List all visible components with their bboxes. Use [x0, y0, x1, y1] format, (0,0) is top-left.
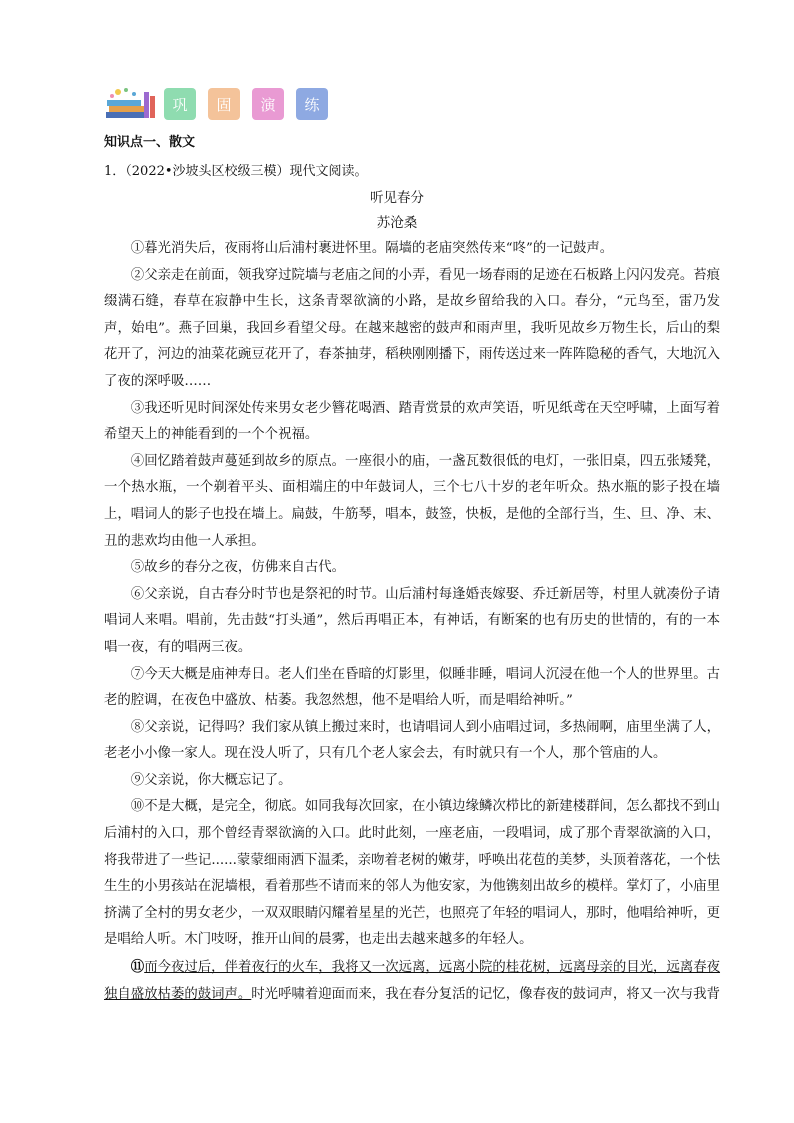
article-body [104, 236, 720, 1008]
banner-tile-4: 练 [296, 88, 328, 120]
paragraph-9: ⑨父亲说，你大概忘记了。 [130, 772, 292, 788]
paragraph-7: ⑦今天大概是庙神寿日。老人们坐在昏暗的灯影里，似睡非睡，唱词人沉浸在他一个人的世界里。古老的腔调，在夜色中盛放、枯萎。我忽然想，他不是唱给人听，而是唱给神听。” [104, 666, 720, 709]
practice-banner [104, 86, 340, 122]
banner-tile-2: 固 [208, 88, 240, 120]
paragraph-11-marker: ⑪ [130, 959, 145, 976]
section-heading: 知识点一、散文 [104, 135, 196, 150]
books-icon [104, 86, 158, 122]
paragraph-4: ④回忆踏着鼓声蔓延到故乡的原点。一座很小的庙，一盏瓦数很低的电灯，一张旧桌，四五张矮凳，一个热水瓶，一个剃着平头、面相端庄的中年鼓词人，三个七八十岁的老年听众。热水瓶的影子投在墙上，唱词人的影子也投在墙上。扁鼓，牛筋琴，唱本，鼓签，快板，是他的全部行当，生、旦、净、末、丑的悲欢均由他一人承担。 [104, 453, 720, 549]
paragraph-6: ⑥父亲说，自古春分时节也是祭祀的时节。山后浦村每逢婚丧嫁娶、乔迁新居等，村里人就凑份子请唱词人来唱。唱前，先击鼓“打头通”，然后再唱正本，有神话，有断案的也有历史的世情的，有的一本唱一夜，有的唱两三夜。 [104, 586, 720, 655]
paragraph-5: ⑤故乡的春分之夜，仿佛来自古代。 [130, 560, 346, 576]
banner-tile-3: 演 [252, 88, 284, 120]
underlined-sentence: 而今夜过后，伴着夜行的火车，我将又一次远离，远离小院的桂花树，远离母亲的目光，远离春夜独自盛放枯萎的鼓词声。 [104, 960, 721, 1002]
banner-tile-1: 巩 [164, 88, 196, 120]
paragraph-3: ③我还听见时间深处传来男女老少簪花喝酒、踏青赏景的欢声笑语，听见纸鸢在天空呼啸，上面写着希望天上的神能看到的一个个祝福。 [104, 400, 720, 443]
question-intro: 1．（2022•沙坡头区校级三模）现代文阅读。 [104, 164, 368, 179]
paragraph-11 [104, 954, 720, 1008]
article-author: 苏沧桑 [376, 215, 418, 231]
paragraph-11-rest: 时光呼啸着迎面而来，我在春分复活的记忆，像春夜的鼓词声，将又一次与我背 [251, 986, 720, 1002]
paragraph-10: ⑩不是大概，是完全，彻底。如同我每次回家，在小镇边缘鳞次栉比的新建楼群间，怎么都找不到山后浦村的入口，那个曾经青翠欲滴的入口。此时此刻，一座老庙，一段唱词，成了那个青翠欲滴的入口，将我带进了一些记......蒙蒙细雨洒下温柔，亲吻着老树的嫩芽，呼唤出花苞的美梦，头顶着落花，一个怯生生的小男孩站在泥墙根，看着那些不请而来的邻人为他安家，为他镌刻出故乡的模样。掌灯了，小庙里挤满了全村的男女老少，一双双眼睛闪耀着星星的光芒，也照亮了年轻的唱词人，那时，他唱给神听，更是唱给人听。木门吱呀，推开山间的晨雾，也走出去越来越多的年轻人。 [104, 799, 720, 948]
paragraph-8: ⑧父亲说，记得吗？我们家从镇上搬过来时，也请唱词人到小庙唱过词，多热闹啊，庙里坐满了人，老老小小像一家人。现在没人听了，只有几个老人家会去，有时就只有一个人，那个管庙的人。 [104, 719, 720, 762]
article-title: 听见春分 [370, 190, 424, 206]
paragraph-1: ①暮光消失后，夜雨将山后浦村裹进怀里。隔墙的老庙突然传来“咚”的一记鼓声。 [130, 241, 614, 256]
paragraph-2: ②父亲走在前面，领我穿过院墙与老庙之间的小弄，看见一场春雨的足迹在石板路上闪闪发亮。苔痕缀满石缝，春草在寂静中生长，这条青翠欲滴的小路，是故乡留给我的入口。春分，“元鸟至，雷乃发声，始电”。燕子回巢，我回乡看望父母。在越来越密的鼓声和雨声里，我听见故乡万物生长，后山的梨花开了，河边的油菜花豌豆花开了，春茶抽芽，稻秧刚刚播下，雨传送过来一阵阵隐秘的香气，大地沉入了夜的深呼吸…… [104, 267, 720, 389]
